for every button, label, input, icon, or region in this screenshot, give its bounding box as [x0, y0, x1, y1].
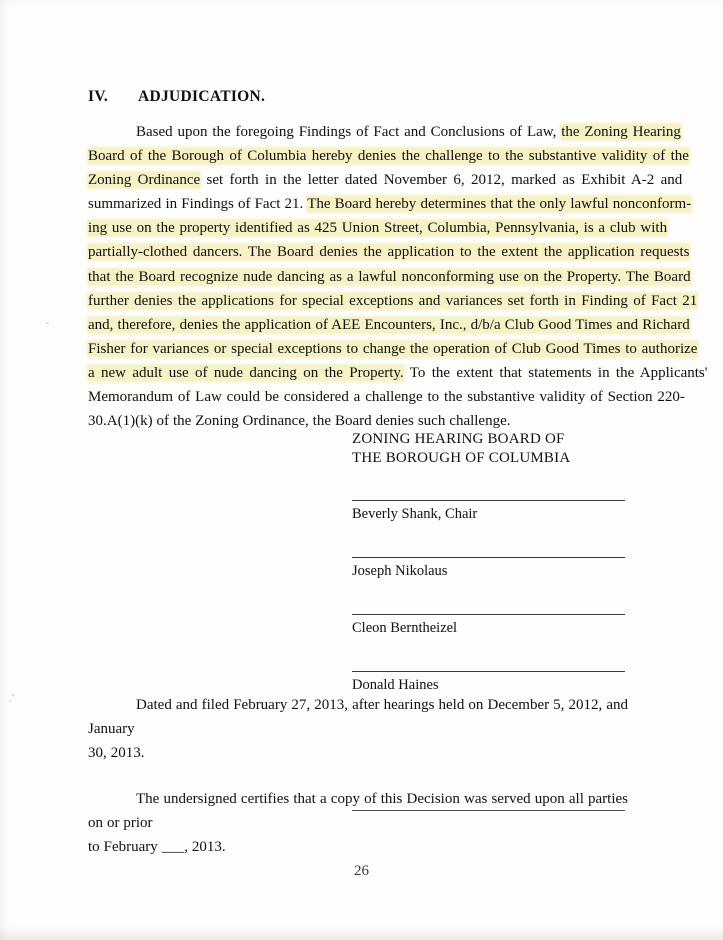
paragraph-line [88, 313, 690, 337]
signatory-name: Beverly Shank, Chair [352, 506, 478, 522]
highlighted-text: The Board denies the application to the extent the application requests [247, 244, 690, 261]
page-title: ADJUDICATION. [138, 88, 266, 105]
adjudication-paragraph [88, 120, 708, 433]
certification-line-2: to February ___, 2013. [88, 839, 226, 856]
board-name-line-2: THE BOROUGH OF COLUMBIA [352, 450, 571, 466]
highlighted-text: The Board hereby determines that the only lawful nonconform- [307, 196, 692, 213]
document-body [88, 88, 708, 433]
text-run: 30.A(1)(k) of the Zoning Ordinance, the Board denies such challenge. [88, 413, 511, 430]
paragraph-line [88, 144, 689, 168]
highlighted-text: further denies the applications for special exceptions and variances set forth in Finding of Fact 21 [88, 292, 698, 309]
highlighted-text: ing use on the property identified as 425 Union Street, Columbia, Pennsylvania, is a club with [88, 220, 668, 237]
highlighted-text: that the Board recognize nude dancing as a lawful nonconforming use on the Property. The Board [88, 268, 691, 285]
text-run: summarized in Findings of Fact 21. [88, 196, 308, 213]
signatory-name: Joseph Nikolaus [352, 563, 448, 579]
page-number: 26 [354, 863, 369, 879]
certification-signature-rule [352, 810, 625, 811]
paragraph-line [88, 337, 698, 361]
signatory-list [352, 500, 627, 696]
closing-paragraphs [88, 693, 628, 882]
paragraph-line [88, 289, 698, 313]
dated-filed-line-2: 30, 2013. [88, 745, 145, 762]
paragraph-line [88, 168, 683, 192]
paragraph-line [88, 385, 685, 409]
paragraph-line [88, 361, 708, 385]
text-run: To the extent that statements in the Applicants' [403, 364, 708, 381]
paragraph-line [88, 192, 692, 216]
paragraph-line [88, 265, 691, 289]
text-run: Based upon the foregoing Findings of Fact and Conclusions of Law, [136, 124, 562, 140]
signature-entry [352, 500, 627, 525]
board-name-line-1: ZONING HEARING BOARD OF [352, 431, 565, 447]
highlighted-text: partially-clothed dancers. [88, 244, 248, 261]
highlighted-text: a new adult use of nude dancing on the Property. [88, 364, 404, 381]
signature-block [352, 430, 627, 696]
highlighted-text: Zoning Ordinance [88, 172, 201, 189]
dated-filed-line-1: Dated and filed February 27, 2013, after hearings held on December 5, 2012, and January [88, 697, 628, 738]
highlighted-text: the Zoning Hearing [561, 124, 681, 140]
section-numeral: IV. [88, 88, 109, 105]
highlighted-text: Board of the Borough of Columbia hereby denies the challenge to the substantive validity of the [88, 148, 689, 165]
section-heading [88, 88, 628, 106]
paragraph-line [88, 216, 668, 240]
paragraph-line [88, 240, 690, 264]
scan-speckle [11, 694, 15, 696]
highlighted-text: and, therefore, denies the application of AEE Encounters, Inc., d/b/a Club Good Times and Richard [88, 316, 690, 333]
signatory-name: Cleon Berntheizel [352, 620, 458, 636]
paragraph-line [88, 120, 681, 144]
dated-filed-paragraph [88, 693, 628, 765]
signatory-name: Donald Haines [352, 677, 439, 693]
text-run: set forth in the letter dated November 6, 2012, marked as Exhibit A-2 and [200, 172, 683, 189]
board-name [352, 430, 627, 468]
highlighted-text: Fisher for variances or special exceptions to change the operation of Club Good Times to authorize [88, 340, 698, 357]
signature-entry [352, 614, 627, 639]
scan-speckle [9, 700, 11, 702]
certification-paragraph [88, 787, 628, 859]
scan-speckle [46, 322, 49, 324]
certification-line-1: The undersigned certifies that a copy of this Decision was served upon all parties on or prior [88, 791, 628, 832]
text-run: Memorandum of Law could be considered a challenge to the substantive validity of Section 220- [88, 389, 685, 406]
signature-entry [352, 557, 627, 582]
